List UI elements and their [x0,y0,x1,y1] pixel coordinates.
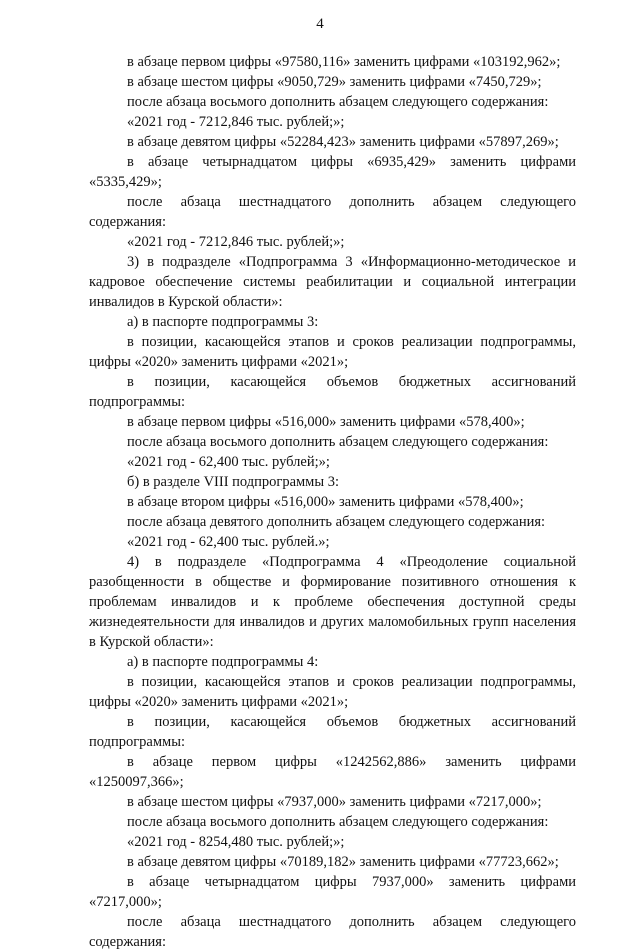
paragraph: «2021 год - 62,400 тыс. рублей.»; [127,534,330,550]
paragraph: в абзаце первом цифры «516,000» заменить цифрами «578,400»; [127,414,525,430]
paragraph: в абзаце первом цифры «97580,116» заменить цифрами «103192,962»; [127,54,561,70]
paragraph: в позиции, касающейся объемов бюджетных ассигнований подпрограммы: [89,374,576,410]
paragraph: в абзаце четырнадцатом цифры 7937,000» заменить цифрами «7217,000»; [89,874,576,910]
paragraph: «2021 год - 7212,846 тыс. рублей;»; [127,114,345,130]
paragraph: 4) в подразделе «Подпрограмма 4 «Преодоление социальной разобщенности в обществе и формирование позитивного отношения к проблемам инвалидов и к проблеме обеспечения доступной среды жизнедеятельности для инвалидов и других маломобильных групп населения в Курской области»: [89,554,576,650]
paragraph: в абзаце шестом цифры «7937,000» заменить цифрами «7217,000»; [127,794,542,810]
paragraph: а) в паспорте подпрограммы 4: [127,654,319,670]
paragraph: в позиции, касающейся этапов и сроков реализации подпрограммы, цифры «2020» заменить цифрами «2021»; [89,674,576,710]
paragraph: а) в паспорте подпрограммы 3: [127,314,319,330]
paragraph: после абзаца девятого дополнить абзацем следующего содержания: [127,514,546,530]
document-body [89,52,576,952]
paragraph: после абзаца шестнадцатого дополнить абзацем следующего содержания: [89,194,576,230]
paragraph: после абзаца восьмого дополнить абзацем следующего содержания: [127,94,549,110]
paragraph: в абзаце четырнадцатом цифры «6935,429» заменить цифрами «5335,429»; [89,154,576,190]
paragraph: после абзаца восьмого дополнить абзацем следующего содержания: [127,434,549,450]
page-number: 4 [316,16,324,32]
paragraph: в позиции, касающейся этапов и сроков реализации подпрограммы, цифры «2020» заменить цифрами «2021»; [89,334,576,370]
paragraph: в абзаце шестом цифры «9050,729» заменить цифрами «7450,729»; [127,74,542,90]
paragraph: в абзаце девятом цифры «70189,182» заменить цифрами «77723,662»; [127,854,559,870]
paragraph: 3) в подразделе «Подпрограмма 3 «Информационно-методическое и кадровое обеспечение системы реабилитации и социальной интеграции инвалидов в Курской области»: [89,254,576,310]
paragraph: в абзаце первом цифры «1242562,886» заменить цифрами «1250097,366»; [89,754,576,790]
paragraph: в позиции, касающейся объемов бюджетных ассигнований подпрограммы: [89,714,576,750]
paragraph: «2021 год - 8254,480 тыс. рублей;»; [127,834,345,850]
paragraph: «2021 год - 7212,846 тыс. рублей;»; [127,234,345,250]
paragraph: после абзаца шестнадцатого дополнить абзацем следующего содержания: [89,914,576,950]
paragraph: в абзаце втором цифры «516,000» заменить цифрами «578,400»; [127,494,524,510]
paragraph: б) в разделе VIII подпрограммы 3: [127,474,340,490]
paragraph: в абзаце девятом цифры «52284,423» заменить цифрами «57897,269»; [127,134,559,150]
paragraph: после абзаца восьмого дополнить абзацем следующего содержания: [127,814,549,830]
paragraph: «2021 год - 62,400 тыс. рублей;»; [127,454,330,470]
